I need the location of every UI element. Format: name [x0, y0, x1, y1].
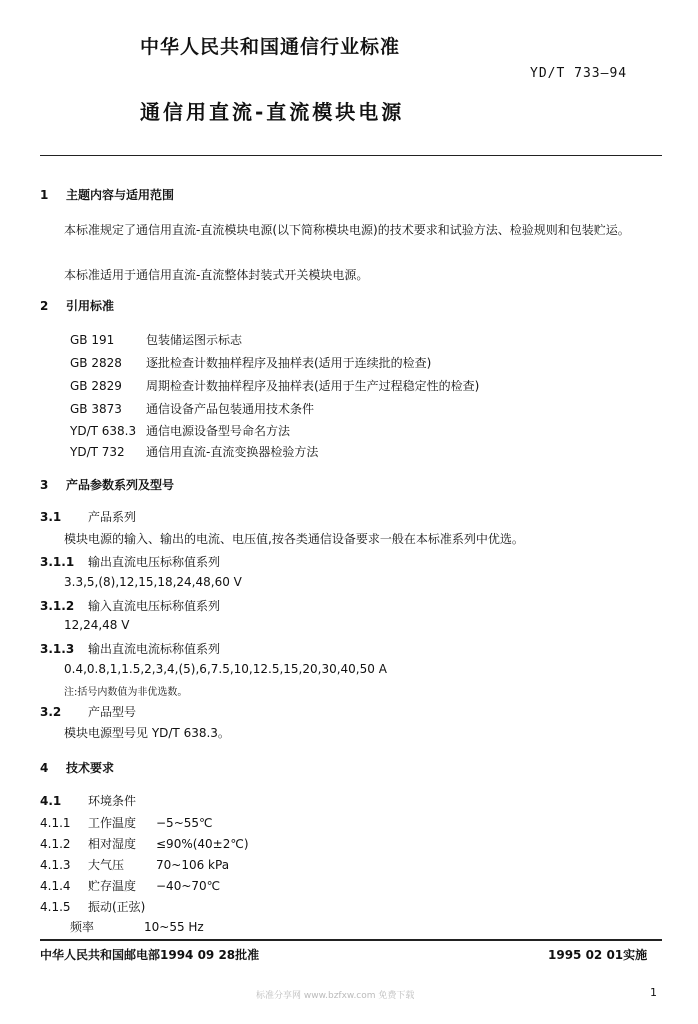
clause-title: 振动(正弦)	[88, 900, 146, 914]
clause-title: 输入直流电压标称值系列	[88, 599, 221, 613]
clause-3-2-text: 模块电源型号见 YD/T 638.3。	[64, 726, 230, 740]
clause-3-1-3-heading	[40, 640, 220, 657]
clause-title: 输出直流电流标称值系列	[88, 642, 221, 656]
reference-code: GB 191	[70, 333, 115, 347]
clause-title: 产品型号	[88, 705, 137, 719]
clause-number: 3.1	[40, 510, 62, 524]
section-4-heading	[40, 759, 114, 776]
reference-item	[70, 443, 318, 460]
section-1-heading	[40, 186, 174, 203]
clause-number: 4.1.5	[40, 900, 71, 914]
condition-label: 工作温度	[88, 816, 137, 830]
section-number: 2	[40, 299, 49, 313]
clause-title: 输出直流电压标称值系列	[88, 555, 221, 569]
page-number: 1	[650, 986, 657, 999]
clause-3-1-heading	[40, 508, 136, 525]
footer-divider	[40, 939, 662, 941]
section-1-paragraph-2: 本标准适用于通信用直流-直流整体封装式开关模块电源。	[64, 268, 369, 282]
clause-3-1-2-value: 12,24,48 V	[64, 618, 130, 632]
reference-item	[70, 422, 290, 439]
clause-number: 4.1.1	[40, 816, 71, 830]
reference-item	[70, 377, 479, 394]
clause-number: 4.1.4	[40, 879, 71, 893]
clause-number: 4.1.3	[40, 858, 71, 872]
clause-number: 3.1.1	[40, 555, 75, 569]
section-number: 4	[40, 761, 49, 775]
section-title: 技术要求	[66, 761, 115, 775]
reference-title: 通信用直流-直流变换器检验方法	[146, 445, 319, 459]
vibration-frequency	[70, 918, 204, 935]
clause-3-1-1-value: 3.3,5,(8),12,15,18,24,48,60 V	[64, 575, 242, 589]
clause-number: 4.1.2	[40, 837, 71, 851]
implementation-date: 1995 02 01实施	[548, 948, 648, 962]
document-title: 通信用直流-直流模块电源	[140, 100, 405, 124]
section-title: 主题内容与适用范围	[66, 188, 175, 202]
section-2-heading	[40, 297, 114, 314]
clause-title: 环境条件	[88, 794, 137, 808]
section-title: 产品参数系列及型号	[66, 478, 175, 492]
clause-4-1-5-heading	[40, 898, 145, 915]
frequency-value: 10~55 Hz	[144, 920, 204, 934]
reference-item	[70, 331, 242, 348]
section-number: 1	[40, 188, 49, 202]
clause-3-1-3-note: 注:括号内数值为非优选数。	[64, 687, 188, 698]
reference-title: 通信设备产品包装通用技术条件	[146, 402, 315, 416]
clause-number: 3.2	[40, 705, 62, 719]
clause-3-1-text: 模块电源的输入、输出的电流、电压值,按各类通信设备要求一般在本标准系列中优选。	[64, 532, 524, 546]
environment-condition	[40, 877, 220, 894]
reference-title: 逐批检查计数抽样程序及抽样表(适用于连续批的检查)	[146, 356, 432, 370]
reference-code: YD/T 732	[70, 445, 125, 459]
condition-value: 70~106 kPa	[156, 858, 230, 872]
reference-code: GB 2829	[70, 379, 122, 393]
clause-number: 4.1	[40, 794, 62, 808]
standard-code: YD/T 733—94	[530, 66, 628, 81]
clause-3-1-2-heading	[40, 597, 220, 614]
frequency-label: 频率	[70, 920, 95, 934]
reference-title: 通信电源设备型号命名方法	[146, 424, 291, 438]
clause-number: 3.1.3	[40, 642, 75, 656]
condition-label: 贮存温度	[88, 879, 137, 893]
section-title: 引用标准	[66, 299, 115, 313]
clause-3-1-3-value: 0.4,0.8,1,1.5,2,3,4,(5),6,7.5,10,12.5,15,20,30,40,50 A	[64, 662, 387, 676]
section-3-heading	[40, 476, 174, 493]
reference-title: 周期检查计数抽样程序及抽样表(适用于生产过程稳定性的检查)	[146, 379, 480, 393]
clause-title: 产品系列	[88, 510, 137, 524]
environment-condition	[40, 835, 249, 852]
reference-item	[70, 354, 431, 371]
clause-number: 3.1.2	[40, 599, 75, 613]
header-divider	[40, 155, 662, 156]
condition-value: ≤90%(40±2℃)	[156, 837, 249, 851]
condition-label: 大气压	[88, 858, 125, 872]
condition-label: 相对湿度	[88, 837, 137, 851]
reference-title: 包装储运图示标志	[146, 333, 243, 347]
condition-value: −40~70℃	[156, 879, 221, 893]
clause-4-1-heading	[40, 792, 136, 809]
watermark-text: 标准分享网 www.bzfxw.com 免费下载	[256, 991, 415, 1001]
issuing-organization: 中华人民共和国通信行业标准	[140, 36, 401, 58]
section-number: 3	[40, 478, 49, 492]
clause-3-2-heading	[40, 703, 136, 720]
reference-code: GB 3873	[70, 402, 122, 416]
environment-condition	[40, 814, 213, 831]
environment-condition	[40, 856, 229, 873]
reference-code: GB 2828	[70, 356, 122, 370]
condition-value: −5~55℃	[156, 816, 213, 830]
section-1-paragraph-1: 本标准规定了通信用直流-直流模块电源(以下简称模块电源)的技术要求和试验方法、检验规则和包装贮运。	[64, 223, 630, 237]
clause-3-1-1-heading	[40, 553, 220, 570]
reference-code: YD/T 638.3	[70, 424, 137, 438]
reference-item	[70, 400, 314, 417]
approval-line: 中华人民共和国邮电部1994 09 28批准	[40, 948, 260, 962]
